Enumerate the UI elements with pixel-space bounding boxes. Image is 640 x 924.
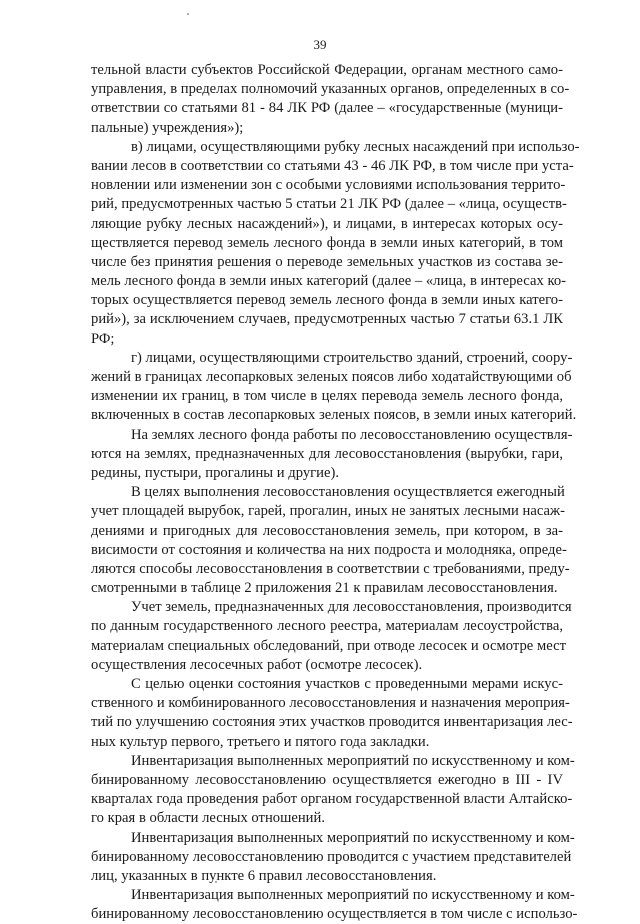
text-line: вании лесов в соответствии со статьями 43 - 46 ЛК РФ, в том числе при уста-: [91, 157, 574, 174]
text-line: На землях лесного фонда работы по лесовосстановлению осуществля-: [131, 426, 573, 443]
text-line: лиц, указанных в пункте 6 правил лесовосстановления.: [91, 867, 437, 884]
text-line: по данным государственного лесного реестра, материалам лесоустройства,: [91, 618, 563, 635]
text-line: бинированному лесовосстановлению осуществляется ежегодно в III - IV: [91, 771, 563, 788]
text-line: ществляется перевод земель лесного фонда в земли иных категорий, в том: [91, 234, 563, 251]
text-line: дениями и пригодных для лесовосстановления земель, при котором, в за-: [91, 522, 563, 539]
text-line: Учет земель, предназначенных для лесовосстановления, производится: [131, 599, 572, 616]
text-line: ных культур первого, третьего и пятого года закладки.: [91, 733, 430, 750]
page-number: 39: [313, 37, 327, 52]
text-line: ответствии со статьями 81 - 84 ЛК РФ (далее – «государственные (муници-: [91, 100, 563, 117]
body-text: [91, 61, 580, 924]
text-line: кварталах года проведения работ органом государственной власти Алтайско-: [91, 791, 573, 808]
text-line: ляются способы лесовосстановления в соответствии с требованиями, преду-: [91, 560, 570, 577]
text-line: висимости от состояния и количества на них подроста и молодняка, опреде-: [91, 541, 567, 558]
text-line: РФ;: [91, 330, 115, 347]
text-line: пальные) учреждения»);: [91, 119, 244, 136]
text-line: в) лицами, осуществляющими рубку лесных насаждений при использо-: [131, 138, 580, 155]
text-line: Инвентаризация выполненных мероприятий по искусственному и ком-: [131, 887, 575, 904]
text-line: г) лицами, осуществляющими строительство зданий, строений, соору-: [131, 349, 573, 366]
text-line: торых осуществляется перевод земель лесного фонда в земли иных катего-: [91, 292, 563, 309]
text-line: ются на землях, предназначенных для лесовосстановления (вырубки, гари,: [91, 445, 563, 462]
text-line: тельной власти субъектов Российской Федерации, органам местного само-: [91, 62, 563, 78]
text-line: го края в области лесных отношений.: [91, 810, 326, 827]
text-line: мель лесного фонда в земли иных категорий (далее – «лица, в интересах ко-: [91, 273, 567, 290]
text-line: рий, предусмотренных частью 5 статьи 21 ЛК РФ (далее – «лица, осуществ-: [91, 196, 567, 213]
text-line: включенных в состав лесопарковых зеленых поясов, в земли иных категорий.: [91, 407, 577, 424]
text-line: С целью оценки состояния участков с проведенными мерами искус-: [131, 676, 563, 692]
text-line: В целях выполнения лесовосстановления осуществляется ежегодный: [131, 484, 565, 501]
text-line: учет площадей вырубок, гарей, прогалин, иных не занятых лесными насаж-: [91, 503, 566, 520]
text-line: осуществления лесосечных работ (осмотре лесосек).: [91, 656, 423, 673]
text-line: ляющие рубку лесных насаждений»), и лицами, в интересах которых осу-: [91, 215, 563, 232]
text-line: управления, в пределах полномочий указанных органов, определенных в со-: [91, 81, 570, 98]
text-line: тий по улучшению состояния этих участков проводится инвентаризация лес-: [91, 714, 573, 731]
text-line: изменении их границ, в том числе в целях перевода земель лесного фонда,: [91, 388, 563, 405]
text-line: бинированному лесовосстановлению осуществляется в том числе с использо-: [91, 906, 578, 923]
text-line: числе без принятия решения о переводе земельных участков из состава зе-: [91, 253, 563, 270]
text-line: смотренными в таблице 2 приложения 21 к правилам лесовосстановления.: [91, 580, 558, 597]
text-line: Инвентаризация выполненных мероприятий по искусственному и ком-: [131, 752, 575, 769]
text-line: материалам специальных обследований, при отводе лесосек и осмотре мест: [91, 637, 566, 654]
text-line: ственного и комбинированного лесовосстановления и назначения мероприя-: [91, 695, 570, 712]
text-line: бинированному лесовосстановлению проводится с участием представителей: [91, 848, 572, 865]
text-line: новлении или изменении зон с особыми условиями использования террито-: [91, 177, 566, 194]
scan-speck: [187, 13, 189, 15]
text-line: редины, пустыри, прогалины и другие).: [91, 464, 340, 481]
text-line: жений в границах лесопарковых зеленых поясов либо ходатайствующими об: [91, 369, 572, 385]
text-line: Инвентаризация выполненных мероприятий по искусственному и ком-: [131, 829, 575, 846]
text-line: рий»), за исключением случаев, предусмотренных частью 7 статьи 63.1 ЛК: [91, 311, 563, 328]
